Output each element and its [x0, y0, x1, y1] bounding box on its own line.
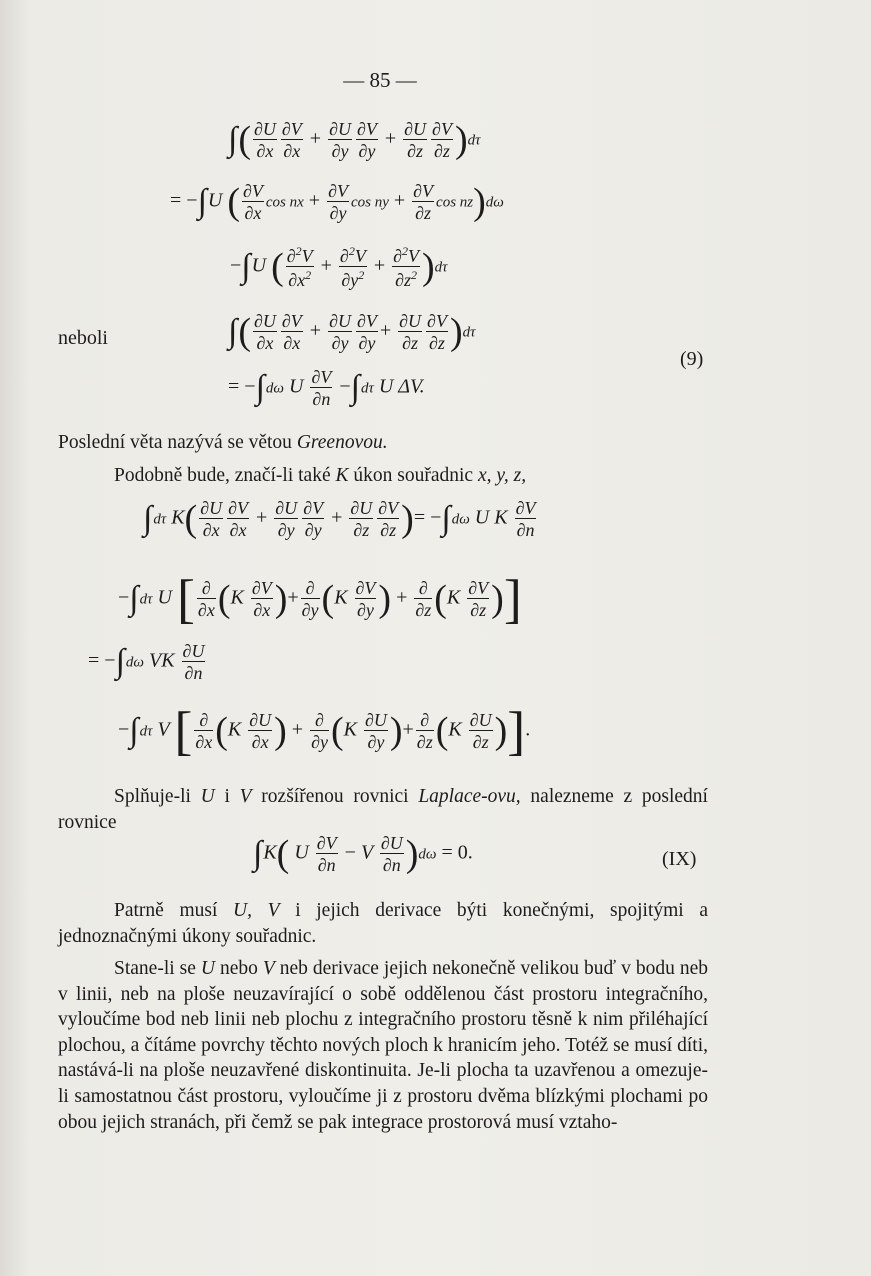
- equation-line-6: ∫dτ K( $\frac{\partial U}{\partial x}$ $\frac{\partial V}{\partial x}$ + $\frac{\partial U}{\partial y}$ $\frac{\partial V}{\partial y}$ + $\frac{\partial U}{\partial z}$ $\frac{\partial V}{\partial z}$ )= −∫dω U K $\frac{\partial V}{\partial n}$: [143, 498, 536, 540]
- equation-line-5: = −∫dω U $\frac{\partial V}{\partial n}$ −∫dτ U ΔV.: [228, 367, 425, 409]
- equation-line-3: −∫U ( $\frac{\partial^2V}{\partial x^2}$ + $\frac{\partial^2V}{\partial y^2}$ + $\frac{\partial^2V}{\partial z^2}$ )dτ: [230, 244, 448, 290]
- page-number: — 85 —: [343, 68, 417, 92]
- equation-line-2: = −∫U ( $\frac{\partial V}{\partial x}$ cos nx + $\frac{\partial V}{\partial y}$ cos ny + $\frac{\partial V}{\partial z}$ cos nz)dω: [170, 181, 504, 223]
- equation-line-9: −∫dτ V [ $\frac{\partial}{\partial x}$ (K $\frac{\partial U}{\partial x}$ ) + $\frac{\partial}{\partial y}$ (K $\frac{\partial U}{\partial y}$ )+ $\frac{\partial}{\partial z}$ (K $\frac{\partial U}{\partial z}$ )].: [118, 701, 531, 761]
- equation-line-8: = −∫dω VK $\frac{\partial U}{\partial n}$: [88, 641, 205, 683]
- equation-line-4: ∫( $\frac{\partial U}{\partial x}$ $\frac{\partial V}{\partial x}$ + $\frac{\partial U}{\partial y}$ $\frac{\partial V}{\partial y}$ + $\frac{\partial U}{\partial z}$ $\frac{\partial V}{\partial z}$ )dτ: [228, 311, 476, 353]
- equation-line-1: ∫( $\frac{\partial U}{\partial x}$ $\frac{\partial V}{\partial x}$ + $\frac{\partial U}{\partial y}$ $\frac{\partial V}{\partial y}$ + $\frac{\partial U}{\partial z}$ $\frac{\partial V}{\partial z}$ )dτ: [228, 119, 481, 161]
- paragraph-splnuje: Splňuje-li U i V rozšířenou rovnici Laplace-ovu, nalezneme z poslední rovnice: [58, 786, 708, 833]
- neboli-label: neboli: [58, 327, 108, 349]
- paragraph-greenova: Poslední věta nazývá se větou Greenovou.: [58, 432, 388, 453]
- paragraph-podobne: Podobně bude, značí-li také K úkon souřadnic x, y, z,: [114, 465, 527, 486]
- equation-tag-IX: (IX): [662, 848, 697, 870]
- paragraph-stane-li: Stane-li se U nebo V neb derivace jejich nekonečně velikou buď v bodu neb v linii, neb na ploše neuzavírající o sobě oddělenou část prostoru integračního, vyloučíme bod neb linii neb plochu z integračního prostoru těsně k nim přiléhající plochou, a čítáme povrchy těchto nových ploch k hranicím jeho. Totéž se musí díti, nastává-li na ploše neuzavřené diskontinuita. Je-li plocha ta uzavřenou a omezuje-li samostatnou část prostoru, vyloučíme ji z prostoru dvěma blízkými plochami po obou jejich stranách, při čemž se pak integrace prostorová musí vztaho-: [58, 958, 708, 1133]
- equation-line-7: −∫dτ U [ $\frac{\partial}{\partial x}$ (K $\frac{\partial V}{\partial x}$ )+ $\frac{\partial}{\partial y}$ (K $\frac{\partial V}{\partial y}$ ) + $\frac{\partial}{\partial z}$ (K $\frac{\partial V}{\partial z}$ )]: [118, 569, 522, 629]
- equation-IX: ∫K( U $\frac{\partial V}{\partial n}$ − V $\frac{\partial U}{\partial n}$ )dω = 0.: [253, 833, 473, 875]
- equation-tag-9: (9): [680, 348, 704, 370]
- paragraph-patrne: Patrně musí U, V i jejich derivace býti konečnými, spojitými a jednoznačnými úkony souřadnic.: [58, 900, 708, 947]
